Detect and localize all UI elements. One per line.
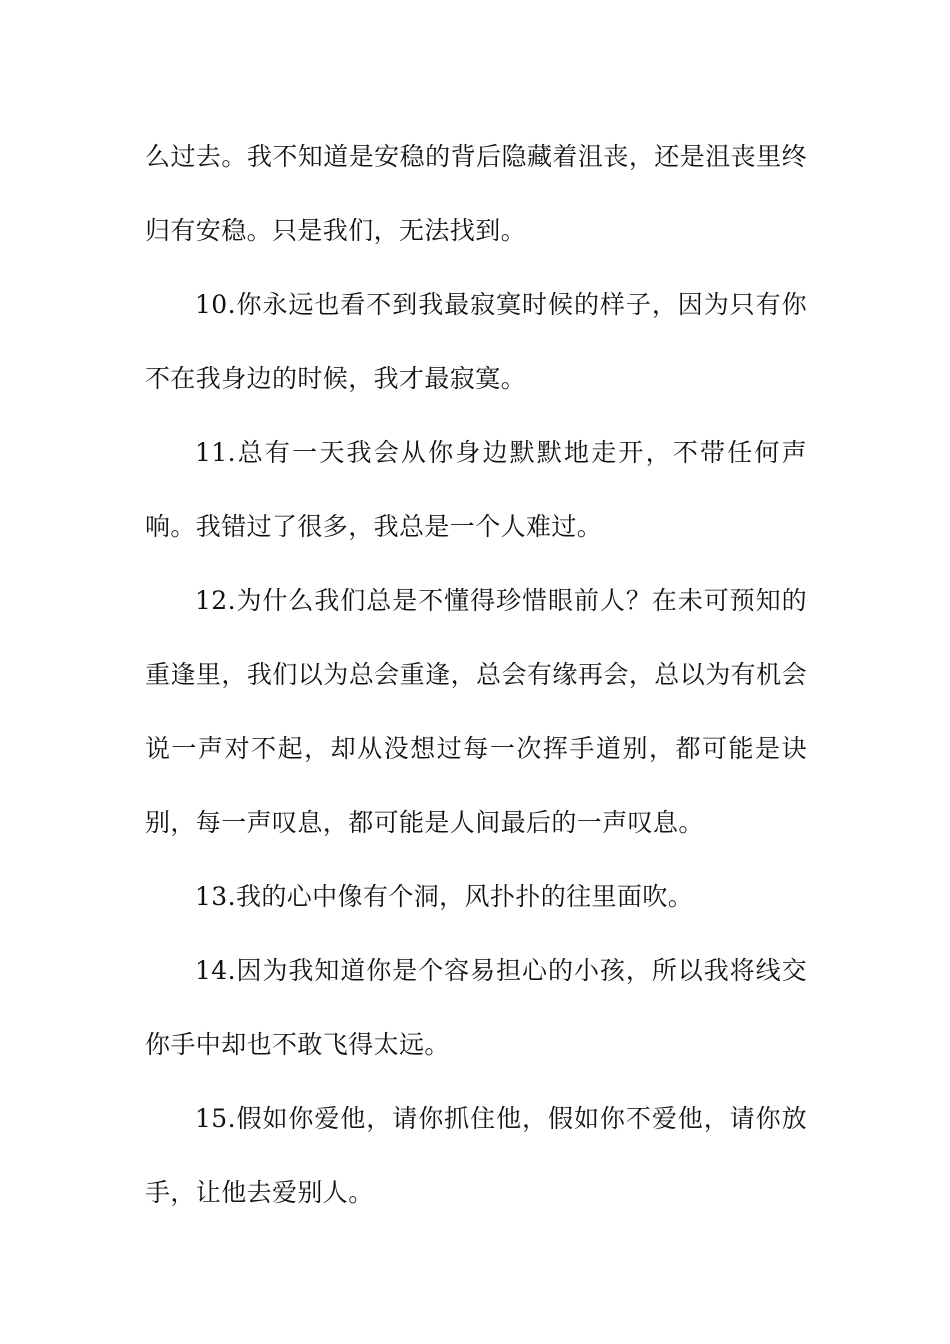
paragraph-item-14: 14.因为我知道你是个容易担心的小孩，所以我将线交你手中却也不敢飞得太远。 bbox=[145, 956, 807, 1059]
paragraph-item-10: 10.你永远也看不到我最寂寞时候的样子，因为只有你不在我身边的时候，我才最寂寞。 bbox=[145, 290, 807, 393]
paragraph-item-15: 15.假如你爱他，请你抓住他，假如你不爱他，请你放手，让他去爱别人。 bbox=[145, 1104, 807, 1207]
document-body bbox=[145, 120, 807, 1230]
paragraph-item-13: 13.我的心中像有个洞，风扑扑的往里面吹。 bbox=[195, 882, 694, 911]
paragraph-continuation: 么过去。我不知道是安稳的背后隐藏着沮丧，还是沮丧里终归有安稳。只是我们，无法找到。 bbox=[145, 142, 807, 245]
paragraph-item-12: 12.为什么我们总是不懂得珍惜眼前人？在未可预知的重逢里，我们以为总会重逢，总会有缘再会，总以为有机会说一声对不起，却从没想过每一次挥手道别，都可能是诀别，每一声叹息，都可能是人间最后的一声叹息。 bbox=[145, 586, 807, 837]
paragraph-item-11: 11.总有一天我会从你身边默默地走开，不带任何声响。我错过了很多，我总是一个人难过。 bbox=[145, 438, 807, 541]
